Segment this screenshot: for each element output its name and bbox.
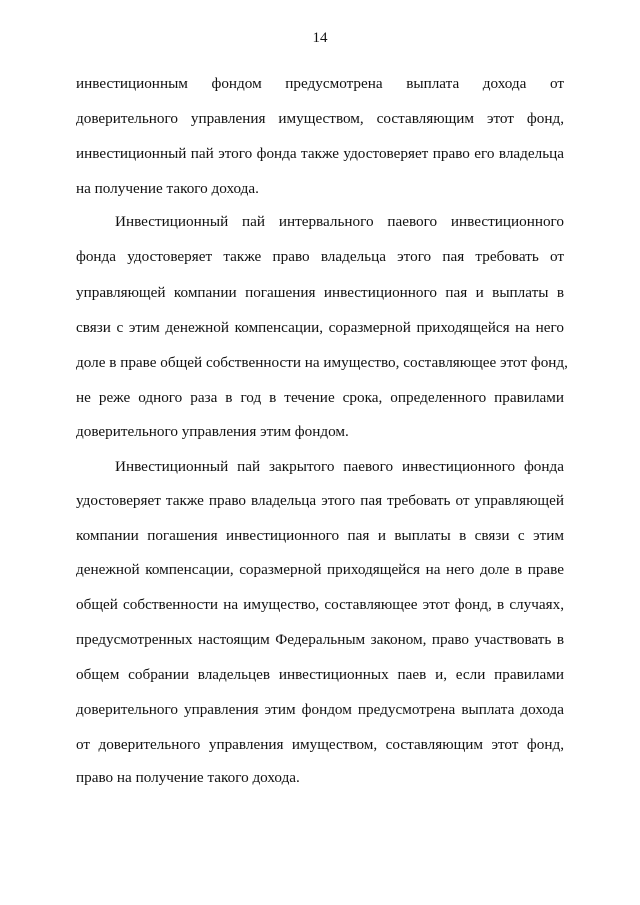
paragraph-line: Инвестиционный пай интервального паевого инвестиционного: [115, 213, 564, 230]
paragraph-line: общей собственности на имущество, составляющее этот фонд, в случаях,: [76, 596, 564, 613]
paragraph-line: доверительного управления имуществом, составляющим этот фонд,: [76, 110, 564, 127]
paragraph-line: право на получение такого дохода.: [76, 769, 300, 786]
paragraph-line: доверительного управления этим фондом.: [76, 423, 349, 440]
paragraph-line: доверительного управления этим фондом предусмотрена выплата дохода: [76, 701, 564, 718]
paragraph-line: фонда удостоверяет также право владельца этого пая требовать от: [76, 248, 564, 265]
paragraph-line: от доверительного управления имуществом, составляющим этот фонд,: [76, 736, 564, 753]
paragraph-line: на получение такого дохода.: [76, 180, 259, 197]
paragraph-line: предусмотренных настоящим Федеральным законом, право участвовать в: [76, 631, 564, 648]
paragraph-line: компании погашения инвестиционного пая и выплаты в связи с этим: [76, 527, 564, 544]
paragraph-line: денежной компенсации, соразмерной приходящейся на него доле в праве: [76, 561, 564, 578]
paragraph-line: общем собрании владельцев инвестиционных паев и, если правилами: [76, 666, 564, 683]
paragraph-line: Инвестиционный пай закрытого паевого инвестиционного фонда: [115, 458, 564, 475]
paragraph-line: связи с этим денежной компенсации, соразмерной приходящейся на него: [76, 319, 564, 336]
paragraph-line: доле в праве общей собственности на имущество, составляющее этот фонд,: [76, 354, 568, 371]
paragraph-line: управляющей компании погашения инвестиционного пая и выплаты в: [76, 284, 564, 301]
paragraph-line: инвестиционным фондом предусмотрена выплата дохода от: [76, 75, 564, 92]
paragraph-line: не реже одного раза в год в течение срока, определенного правилами: [76, 389, 564, 406]
paragraph-line: инвестиционный пай этого фонда также удостоверяет право его владельца: [76, 145, 564, 162]
page-number: 14: [312, 30, 328, 46]
paragraph-line: удостоверяет также право владельца этого пая требовать от управляющей: [76, 492, 564, 509]
